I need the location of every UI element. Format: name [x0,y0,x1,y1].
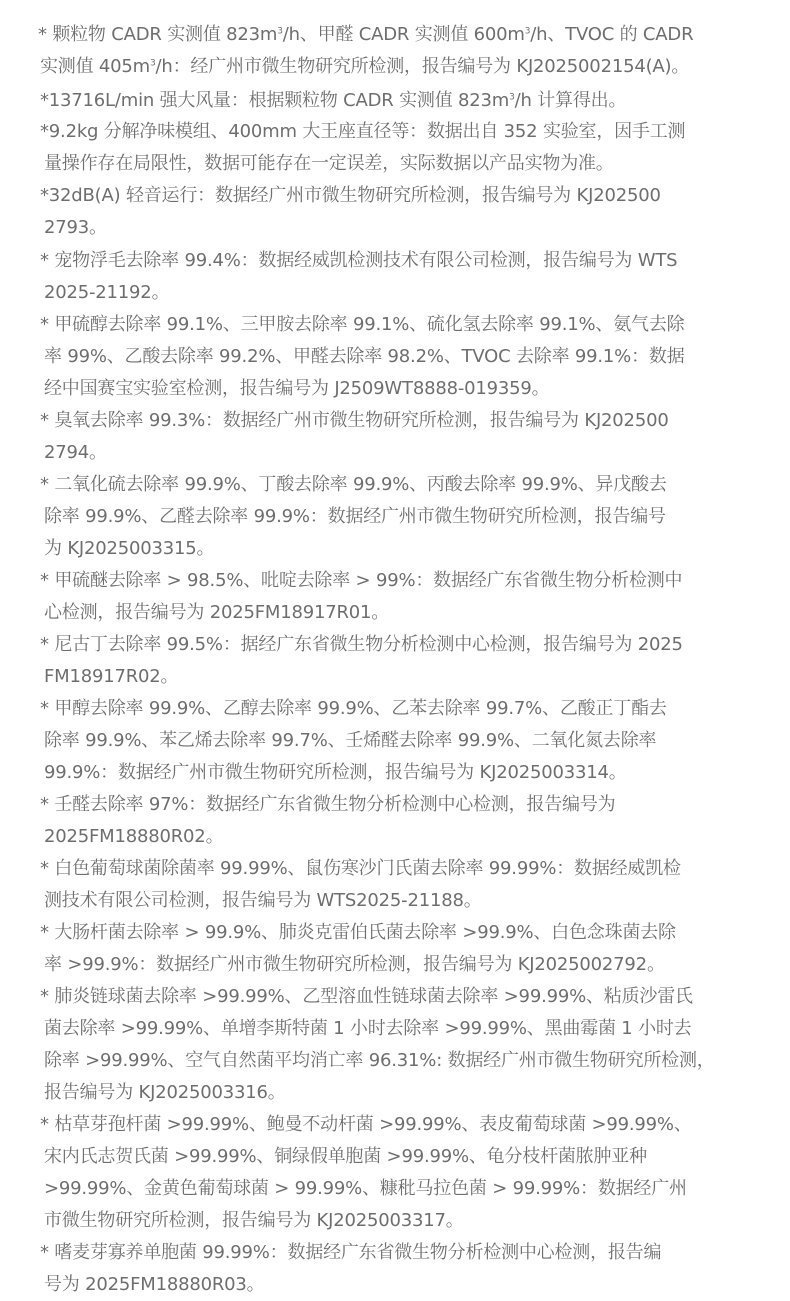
footnote-line: * 臭氧去除率 99.3%：数据经广州市微生物研究所检测，报告编号为 KJ202500 [40,410,669,431]
footnote-line: 除率 >99.99%、空气自然菌平均消亡率 96.31%: 数据经广州市微生物研究所检测， [44,1050,715,1071]
footnote-line: * 甲硫醇去除率 99.1%、三甲胺去除率 99.1%、硫化氢去除率 99.1%、氨气去除 [40,314,685,335]
footnote-line: *9.2kg 分解净味模组、400mm 大王座直径等：数据出自 352 实验室，因手工测 [40,121,686,142]
footnote-line: * 甲硫醚去除率 > 98.5%、吡啶去除率 > 99%：数据经广东省微生物分析检测中 [40,570,683,591]
footnote-line: 量操作存在局限性，数据可能存在一定误差，实际数据以产品实物为准。 [44,153,614,174]
footnote-line: 2025FM18880R02。 [44,826,224,847]
footnote-line: 为 KJ2025003315。 [44,538,215,559]
footnote-line: 2793。 [44,217,107,238]
footnote-line: * 尼古丁去除率 99.5%：据经广东省微生物分析检测中心检测，报告编号为 2025 [40,634,683,655]
footnote-line: *32dB(A) 轻音运行：数据经广州市微生物研究所检测，报告编号为 KJ202500 [40,185,661,206]
footnote-line: 率 99%、乙酸去除率 99.2%、甲醛去除率 98.2%、TVOC 去除率 99.1%：数据 [44,346,685,367]
footnote-line: * 白色葡萄球菌除菌率 99.99%、鼠伤寒沙门氏菌去除率 99.99%：数据经威凯检 [40,858,681,879]
footnote-line: 市微生物研究所检测，报告编号为 KJ2025003317。 [44,1210,464,1231]
footnote-line: 除率 99.9%、乙醛去除率 99.9%：数据经广州市微生物研究所检测，报告编号 [44,506,666,527]
footnote-line: 报告编号为 KJ2025003316。 [44,1082,286,1103]
footnote-line: 99.9%：数据经广州市微生物研究所检测，报告编号为 KJ2025003314。 [44,762,627,783]
footnote-line: * 二氧化硫去除率 99.9%、丁酸去除率 99.9%、丙酸去除率 99.9%、异戊酸去 [40,474,667,495]
footnote-line: 除率 99.9%、苯乙烯去除率 99.7%、壬烯醛去除率 99.9%、二氧化氮去除率 [44,730,657,751]
footnote-line: 2025-21192。 [44,282,170,303]
footnote-line: * 颗粒物 CADR 实测值 $823m^3/h$、甲醛 CADR 实测值 $600m^3/h$、TVOC 的 CADR [38,24,694,45]
footnote-line: *13716L/min 强大风量：根据颗粒物 CADR 实测值 $823m^3/h$ 计算得出。 [40,90,627,111]
footnote-line: * 嗜麦芽寡养单胞菌 99.99%：数据经广东省微生物分析检测中心检测，报告编 [40,1242,662,1263]
footnote-line: 心检测，报告编号为 2025FM18917R01。 [44,602,390,623]
footnote-line: * 甲醇去除率 99.9%、乙醇去除率 99.9%、乙苯去除率 99.7%、乙酸正丁酯去 [40,698,667,719]
footnote-line: FM18917R02。 [44,666,179,687]
footnote-line: * 枯草芽孢杆菌 >99.99%、鲍曼不动杆菌 >99.99%、表皮葡萄球菌 >99.99%、 [40,1114,692,1135]
footnote-line: * 壬醛去除率 97%：数据经广东省微生物分析检测中心检测，报告编号为 [40,794,616,815]
footnote-line: * 宠物浮毛去除率 99.4%：数据经威凯检测技术有限公司检测，报告编号为 WTS [40,250,678,271]
footnote-line: 号为 2025FM18880R03。 [44,1274,265,1295]
footnote-line: 率 >99.9%：数据经广州市微生物研究所检测，报告编号为 KJ2025002792。 [44,954,665,975]
footnote-line: 宋内氏志贺氏菌 >99.99%、铜绿假单胞菌 >99.99%、龟分枝杆菌脓肿亚种 [44,1146,647,1167]
footnote-line: * 肺炎链球菌去除率 >99.99%、乙型溶血性链球菌去除率 >99.99%、粘质沙雷氏 [40,986,693,1007]
footnote-line: 菌去除率 >99.99%、单增李斯特菌 1 小时去除率 >99.99%、黑曲霉菌 1 小时去 [44,1018,692,1039]
footnote-line: 测技术有限公司检测，报告编号为 WTS2025-21188。 [44,890,482,911]
footnote-line: 经中国赛宝实验室检测，报告编号为 J2509WT8888-019359。 [44,378,550,399]
footnote-line: 2794。 [44,442,107,463]
footnote-line: >99.99%、金黄色葡萄球菌 > 99.99%、糠秕马拉色菌 > 99.99%：数据经广州 [44,1178,687,1199]
footnote-line: 实测值 $405m^3/h$：经广州市微生物研究所检测，报告编号为 KJ2025002154(A)。 [40,56,690,77]
footnote-line: * 大肠杆菌去除率 > 99.9%、肺炎克雷伯氏菌去除率 >99.9%、白色念珠菌去除 [40,922,676,943]
